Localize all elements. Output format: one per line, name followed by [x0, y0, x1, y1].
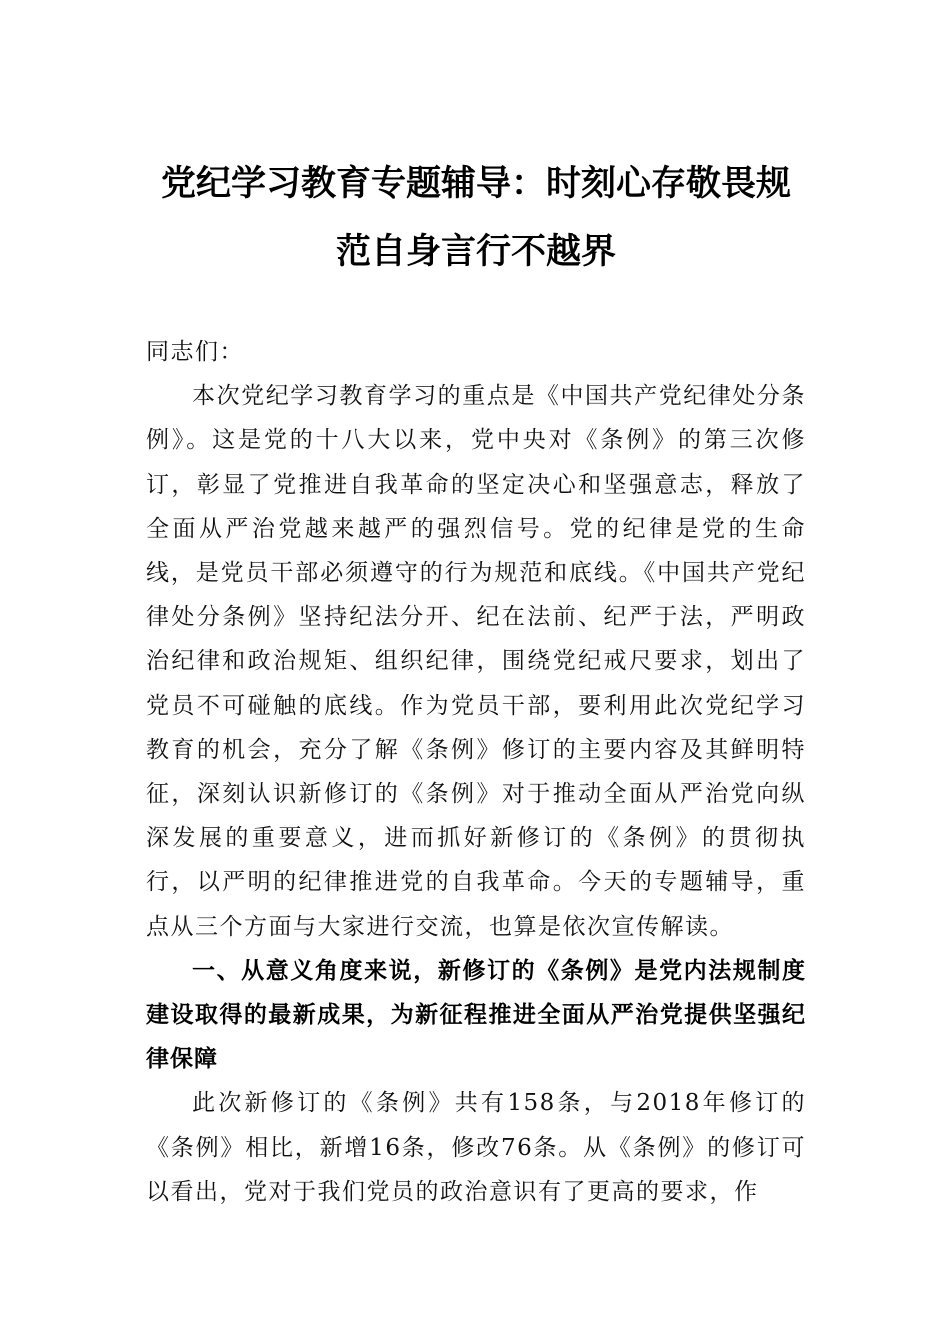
paragraph-section-1: 此次新修订的《条例》共有158条，与2018年修订的《条例》相比，新增16条，修改76条。从《条例》的修订可以看出，党对于我们党员的政治意识有了更高的要求，作 [146, 1090, 806, 1205]
section-heading-1: 一、从意义角度来说，新修订的《条例》是党内法规制度建设取得的最新成果，为新征程推进全面从严治党提供坚强纪律保障 [146, 957, 806, 1073]
document-body [146, 150, 806, 1214]
document-title [140, 150, 812, 286]
title-line-2: 范自身言行不越界 [335, 231, 616, 272]
title-line-1: 党纪学习教育专题辅导：时刻心存敬畏规 [160, 163, 791, 204]
paragraph-intro: 本次党纪学习教育学习的重点是《中国共产党纪律处分条例》。这是党的十八大以来，党中央对《条例》的第三次修订，彰显了党推进自我革命的坚定决心和坚强意志，释放了全面从严治党越来越严的强烈信号。党的纪律是党的生命线，是党员干部必须遵守的行为规范和底线。《中国共产党纪律处分条例》坚持纪法分开、纪在法前、纪严于法，严明政治纪律和政治规矩、组织纪律，围绕党纪戒尺要求，划出了党员不可碰触的底线。作为党员干部，要利用此次党纪学习教育的机会，充分了解《条例》修订的主要内容及其鲜明特征，深刻认识新修订的《条例》对于推动全面从严治党向纵深发展的重要意义，进而抓好新修订的《条例》的贯彻执行，以严明的纪律推进党的自我革命。今天的专题辅导，重点从三个方面与大家进行交流，也算是依次宣传解读。 [146, 383, 806, 940]
salutation: 同志们： [146, 339, 244, 365]
